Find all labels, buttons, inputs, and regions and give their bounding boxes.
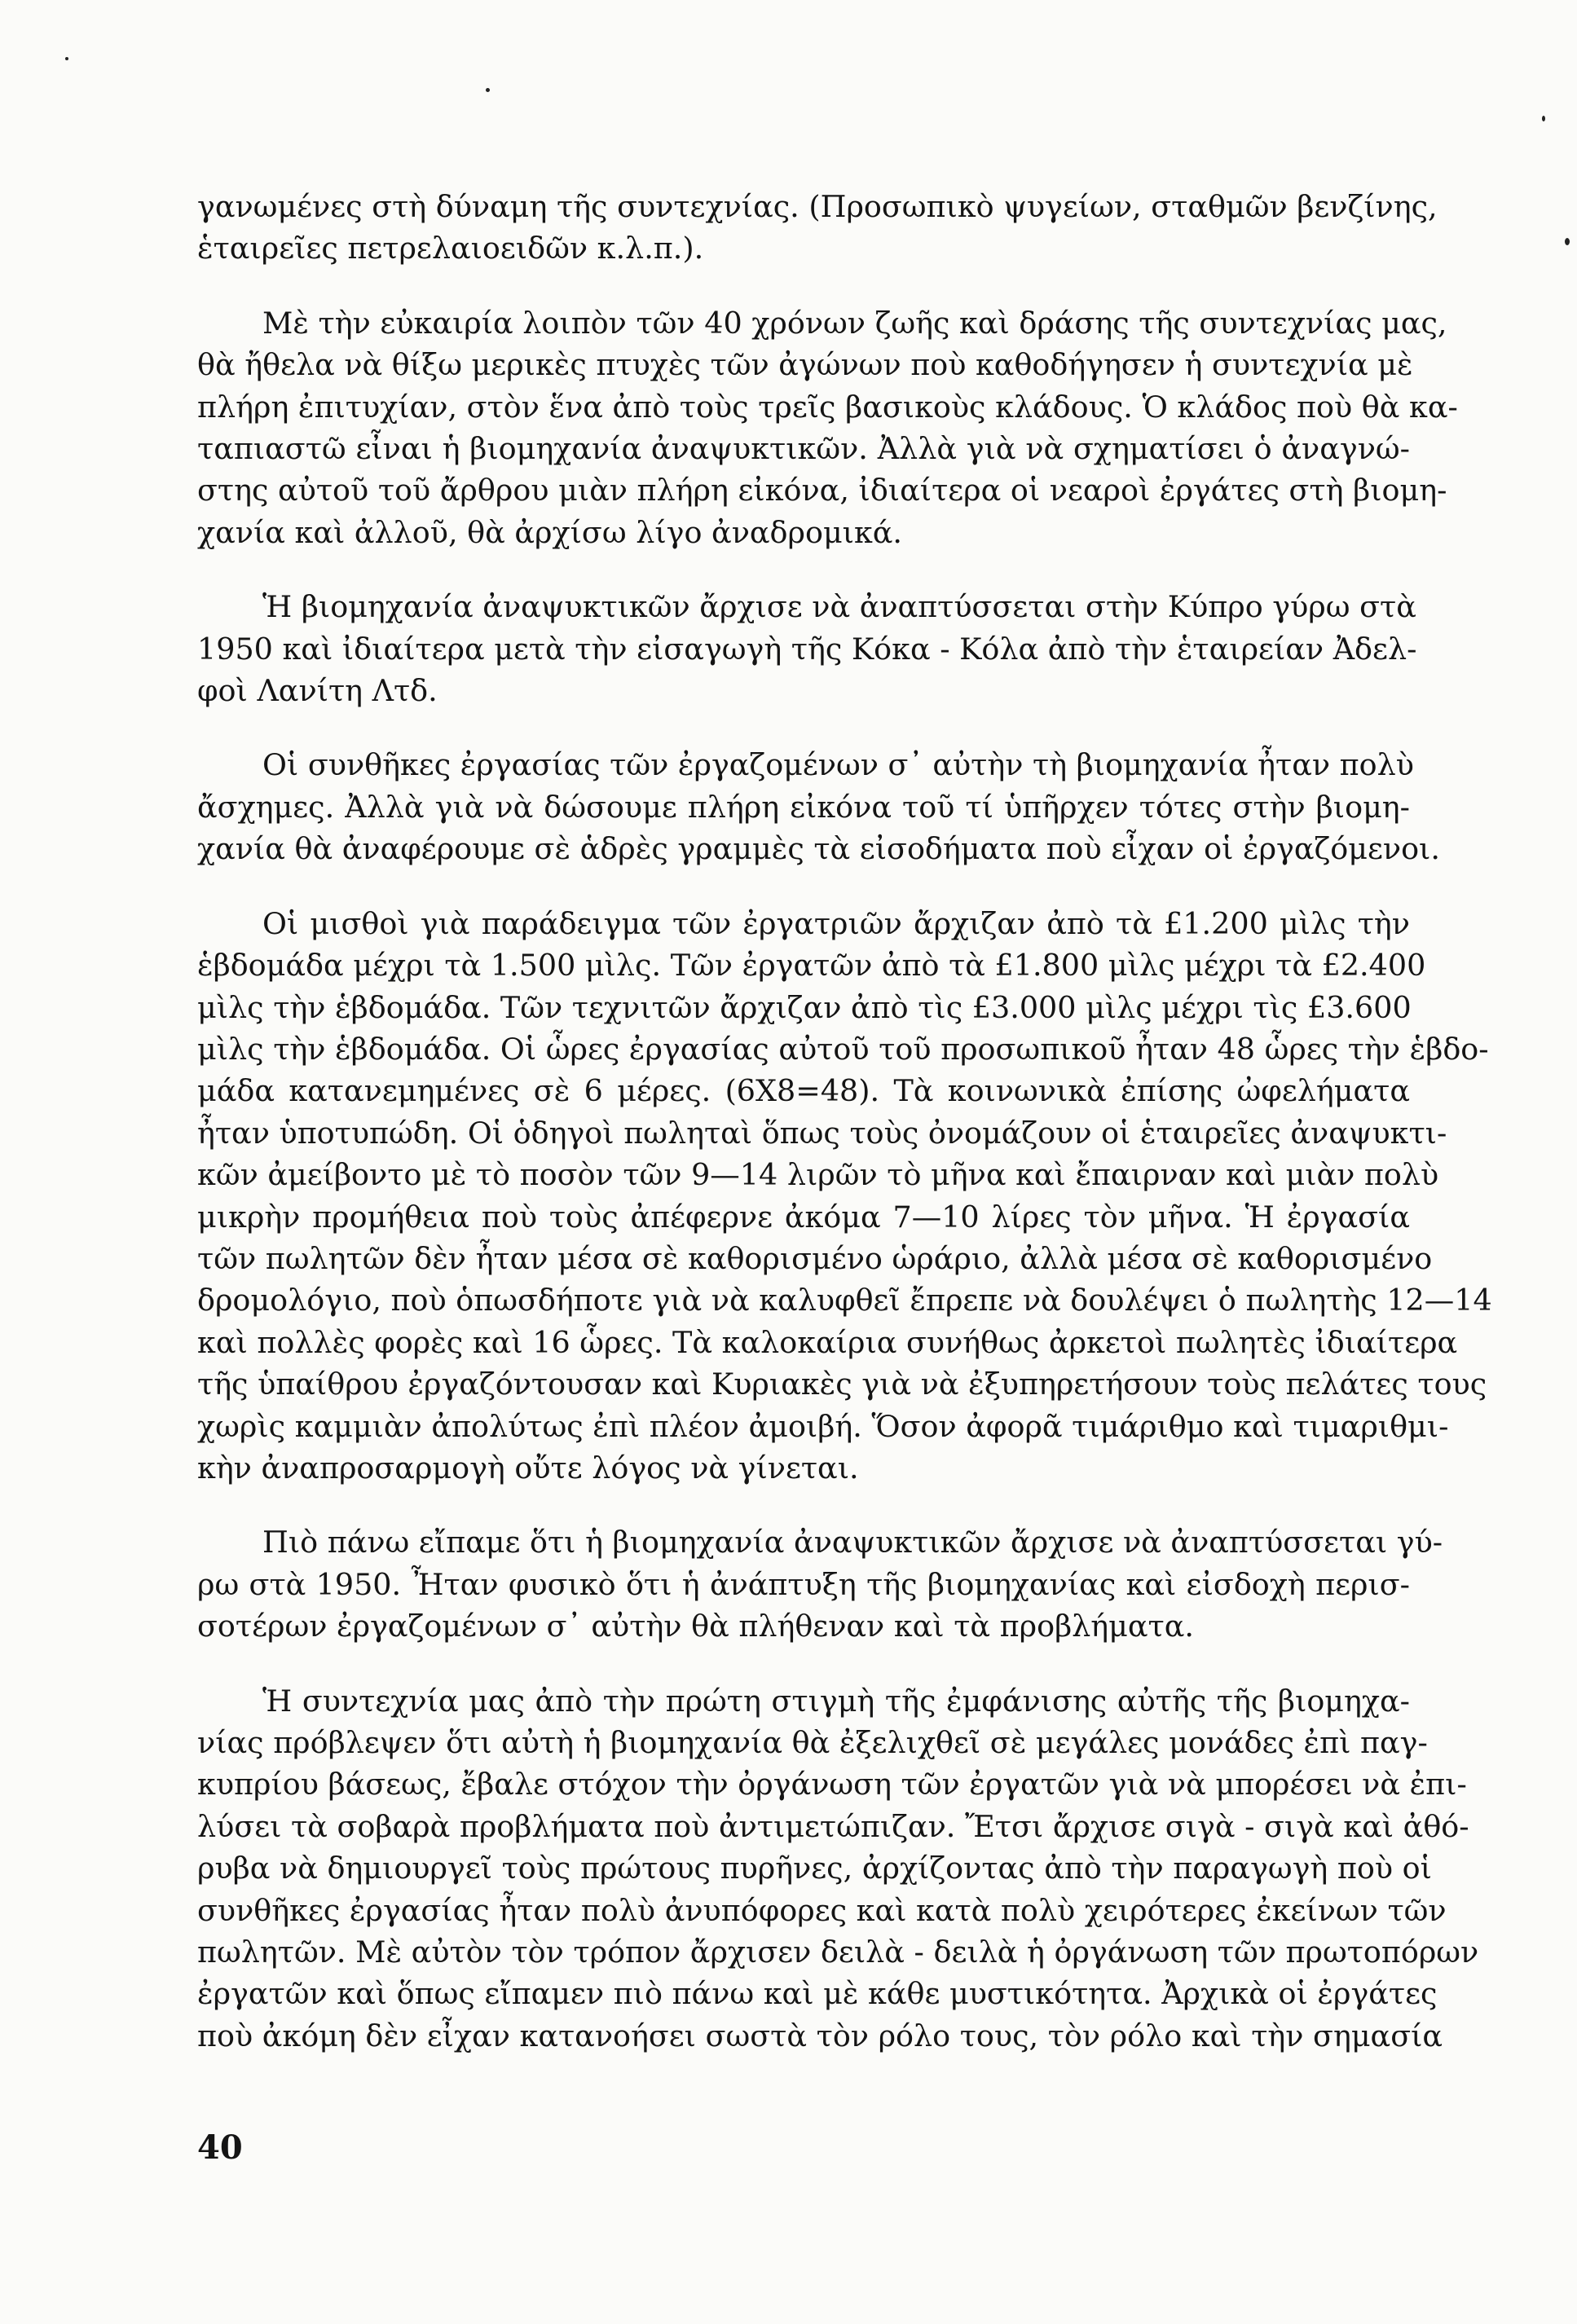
page-number: 40: [197, 2128, 243, 2167]
text-line: κῶν ἀμείβοντο μὲ τὸ ποσὸν τῶν 9—14 λιρῶν τὸ μῆνα καὶ ἔπαιρναν καὶ μιὰν πολὺ: [197, 1157, 1439, 1193]
text-line: συνθῆκες ἐργασίας ἦταν πολὺ ἀνυπόφορες καὶ κατὰ πολὺ χειρότερες ἐκείνων τῶν: [197, 1892, 1447, 1928]
text-line: φοὶ Λανίτη Λτδ.: [197, 673, 438, 709]
paragraph: [197, 1680, 1479, 2058]
text-line: ἑβδομάδα μέχρι τὰ 1.500 μὶλς. Τῶν ἐργατῶν ἀπὸ τὰ £1.800 μὶλς μέχρι τὰ £2.400: [197, 948, 1426, 984]
text-line: Οἱ μισθοὶ γιὰ παράδειγμα τῶν ἐργατριῶν ἄρχιζαν ἀπὸ τὰ £1.200 μὶλς τὴν: [262, 905, 1410, 941]
text-line: ρω στὰ 1950. Ἦταν φυσικὸ ὅτι ἡ ἀνάπτυξη τῆς βιομηχανίας καὶ εἰσδοχὴ περισ-: [197, 1566, 1410, 1602]
text-line: ποὺ ἀκόμη δὲν εἶχαν κατανοήσει σωστὰ τὸν ρόλο τους, τὸν ρόλο καὶ τὴν σημασία: [197, 2018, 1443, 2053]
paragraph: [197, 302, 1458, 553]
text-line: δρομολόγιο, ποὺ ὁπωσδήποτε γιὰ νὰ καλυφθεῖ ἔπρεπε νὰ δουλέψει ὁ πωλητὴς 12—14: [197, 1283, 1492, 1318]
text-line: σοτέρων ἐργαζομένων σ᾿ αὐτὴν θὰ πλήθεναν καὶ τὰ προβλήματα.: [197, 1609, 1194, 1644]
text-line: μὶλς τὴν ἑβδομάδα. Οἱ ὧρες ἐργασίας αὐτοῦ τοῦ προσωπικοῦ ἦταν 48 ὧρες τὴν ἑβδο-: [197, 1031, 1489, 1067]
text-line: Ἡ συντεχνία μας ἀπὸ τὴν πρώτη στιγμὴ τῆς ἐμφάνισης αὐτῆς τῆς βιομηχα-: [262, 1683, 1410, 1719]
text-line: ρυβα νὰ δημιουργεῖ τοὺς πρώτους πυρῆνες, ἀρχίζοντας ἀπὸ τὴν παραγωγὴ ποὺ οἱ: [197, 1851, 1432, 1886]
text-line: κὴν ἀναπροσαρμογὴ οὔτε λόγος νὰ γίνεται.: [197, 1450, 859, 1486]
text-line: χανία θὰ ἀναφέρουμε σὲ ἁδρὲς γραμμὲς τὰ εἰσοδήματα ποὺ εἶχαν οἱ ἐργαζόμενοι.: [197, 831, 1440, 867]
scan-speck: [1565, 238, 1570, 245]
text-line: ἄσχημες. Ἀλλὰ γιὰ νὰ δώσουμε πλήρη εἰκόνα τοῦ τί ὑπῆρχεν τότες στὴν βιομη-: [197, 789, 1410, 825]
text-line: γανωμένες στὴ δύναμη τῆς συντεχνίας. (Προσωπικὸ ψυγείων, σταθμῶν βενζίνης,: [197, 189, 1438, 224]
text-line: Ἡ βιομηχανία ἀναψυκτικῶν ἄρχισε νὰ ἀναπτύσσεται στὴν Κύπρο γύρω στὰ: [262, 589, 1416, 625]
text-line: ταπιαστῶ εἶναι ἡ βιομηχανία ἀναψυκτικῶν. Ἀλλὰ γιὰ νὰ σχηματίσει ὁ ἀναγνώ-: [197, 431, 1410, 467]
paragraph: [197, 1521, 1443, 1647]
text-line: μὶλς τὴν ἑβδομάδα. Τῶν τεχνιτῶν ἄρχιζαν ἀπὸ τὶς £3.000 μὶλς μέχρι τὶς £3.600: [197, 989, 1412, 1025]
text-line: χανία καὶ ἀλλοῦ, θὰ ἀρχίσω λίγο ἀναδρομικά.: [197, 514, 903, 550]
text-line: τῆς ὑπαίθρου ἐργαζόντουσαν καὶ Κυριακὲς γιὰ νὰ ἐξυπηρετήσουν τοὺς πελάτες τους: [197, 1367, 1487, 1402]
text-line: ἑταιρεῖες πετρελαιοειδῶν κ.λ.π.).: [197, 231, 704, 266]
text-line: θὰ ἤθελα νὰ θίξω μερικὲς πτυχὲς τῶν ἀγώνων ποὺ καθοδήγησεν ἡ συντεχνία μὲ: [197, 347, 1413, 383]
paragraph: [197, 903, 1492, 1490]
text-line: νίας πρόβλεψεν ὅτι αὐτὴ ἡ βιομηχανία θὰ ἐξελιχθεῖ σὲ μεγάλες μονάδες ἐπὶ παγ-: [197, 1725, 1428, 1760]
text-line: στης αὐτοῦ τοῦ ἄρθρου μιὰν πλήρη εἰκόνα, ἰδιαίτερα οἱ νεαροὶ ἐργάτες στὴ βιομη-: [197, 473, 1447, 508]
text-line: ἦταν ὑποτυπώδη. Οἱ ὁδηγοὶ πωληταὶ ὅπως τοὺς ὀνομάζουν οἱ ἑταιρεῖες ἀναψυκτι-: [197, 1115, 1447, 1151]
text-line: χωρὶς καμμιὰν ἀπολύτως ἐπὶ πλέον ἀμοιβή. Ὅσον ἀφορᾶ τιμάριθμο καὶ τιμαριθμι-: [197, 1408, 1449, 1444]
text-line: πλήρη ἐπιτυχίαν, στὸν ἕνα ἀπὸ τοὺς τρεῖς βασικοὺς κλάδους. Ὁ κλάδος ποὺ θὰ κα-: [197, 389, 1458, 425]
scan-speck: [486, 88, 490, 92]
text-line: τῶν πωλητῶν δὲν ἦταν μέσα σὲ καθορισμένο ὡράριο, ἀλλὰ μέσα σὲ καθορισμένο: [197, 1240, 1433, 1276]
text-line: ἐργατῶν καὶ ὅπως εἴπαμεν πιὸ πάνω καὶ μὲ κάθε μυστικότητα. Ἀρχικὰ οἱ ἐργάτες: [197, 1976, 1438, 2012]
text-line: λύσει τὰ σοβαρὰ προβλήματα ποὺ ἀντιμετώπιζαν. Ἔτσι ἄρχισε σιγὰ - σιγὰ καὶ ἀθό-: [197, 1808, 1469, 1844]
text-line: Μὲ τὴν εὐκαιρία λοιπὸν τῶν 40 χρόνων ζωῆς καὶ δράσης τῆς συντεχνίας μας,: [262, 305, 1447, 341]
scan-speck: [1542, 116, 1545, 121]
text-line: 1950 καὶ ἰδιαίτερα μετὰ τὴν εἰσαγωγὴ τῆς Κόκα - Κόλα ἀπὸ τὴν ἑταιρείαν Ἀδελ-: [197, 631, 1417, 667]
scan-speck: [65, 57, 68, 60]
text-line: κυπρίου βάσεως, ἔβαλε στόχον τὴν ὀργάνωση τῶν ἐργατῶν γιὰ νὰ μπορέσει νὰ ἐπι-: [197, 1767, 1467, 1802]
text-line: Πιὸ πάνω εἴπαμε ὅτι ἡ βιομηχανία ἀναψυκτικῶν ἄρχισε νὰ ἀναπτύσσεται γύ-: [262, 1525, 1443, 1560]
paragraph: [197, 744, 1440, 869]
paragraph: [197, 186, 1438, 270]
text-line: μάδα κατανεμημένες σὲ 6 μέρες. (6Χ8=48). Τὰ κοινωνικὰ ἐπίσης ὠφελήματα: [197, 1073, 1410, 1109]
text-line: μικρὴν προμήθεια ποὺ τοὺς ἀπέφερνε ἀκόμα 7—10 λίρες τὸν μῆνα. Ἡ ἐργασία: [197, 1199, 1410, 1235]
paragraph: [197, 586, 1417, 711]
text-line: καὶ πολλὲς φορὲς καὶ 16 ὧρες. Τὰ καλοκαίρια συνήθως ἀρκετοὶ πωλητὲς ἰδιαίτερα: [197, 1324, 1458, 1360]
body-text: [197, 186, 1492, 2057]
text-line: Οἱ συνθῆκες ἐργασίας τῶν ἐργαζομένων σ᾿ αὐτὴν τὴ βιομηχανία ἦταν πολὺ: [262, 747, 1414, 783]
text-line: πωλητῶν. Μὲ αὐτὸν τὸν τρόπον ἄρχισεν δειλὰ - δειλὰ ἡ ὀργάνωση τῶν πρωτοπόρων: [197, 1934, 1479, 1970]
